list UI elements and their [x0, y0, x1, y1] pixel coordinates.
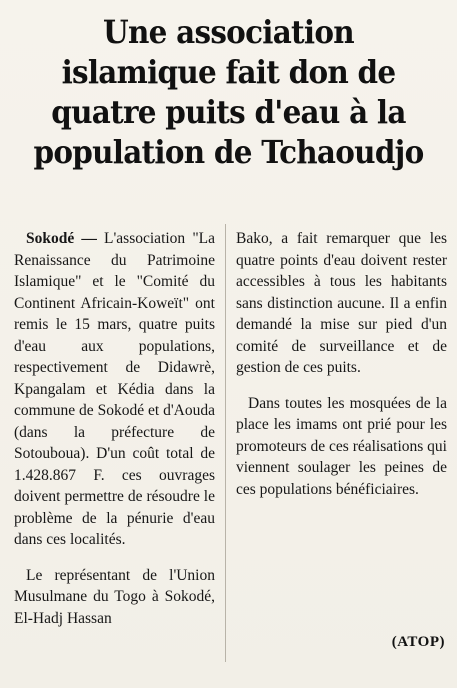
article-column-left	[14, 228, 215, 643]
source-credit: (ATOP)	[391, 634, 445, 650]
article-column-right	[236, 228, 447, 514]
headline: Une association islamique fait don de quatre puits d'eau à la population de Tchaoudjo	[33, 13, 424, 171]
dateline: Sokodé —	[26, 230, 97, 247]
paragraph-1-text: L'association "La Renaissance du Patrimoine Islamique" et le "Comité du Continent Africain-Koweït" ont remis le 15 mars, quatre puits d'eau aux populations, respectivement de Didawrè, Kpangalam et Kédia dans la commune de Sokodé et d'Aouda (dans la préfecture de Sotouboua). D'un coût total de 1.428.867 F. ces ouvrages doivent permettre de résoudre le problème de la pénurie d'eau dans ces localités.	[14, 230, 216, 548]
paragraph-1	[14, 228, 215, 551]
paragraph-3: Bako, a fait remarquer que les quatre points d'eau doivent rester accessibles à tous les habitants sans distinction aucune. Il a enfin demandé la mise sur pied d'un comité de surveillance et de gestion de ces puits.	[236, 230, 447, 376]
column-divider	[225, 224, 226, 662]
paragraph-2: Le représentant de l'Union Musulmane du Togo à Sokodé, El-Hadj Hassan	[14, 566, 215, 627]
paragraph-4: Dans toutes les mosquées de la place les imams ont prié pour les promoteurs de ces réalisations qui viennent soulager les peines de ces populations bénéficiaires.	[236, 394, 447, 498]
